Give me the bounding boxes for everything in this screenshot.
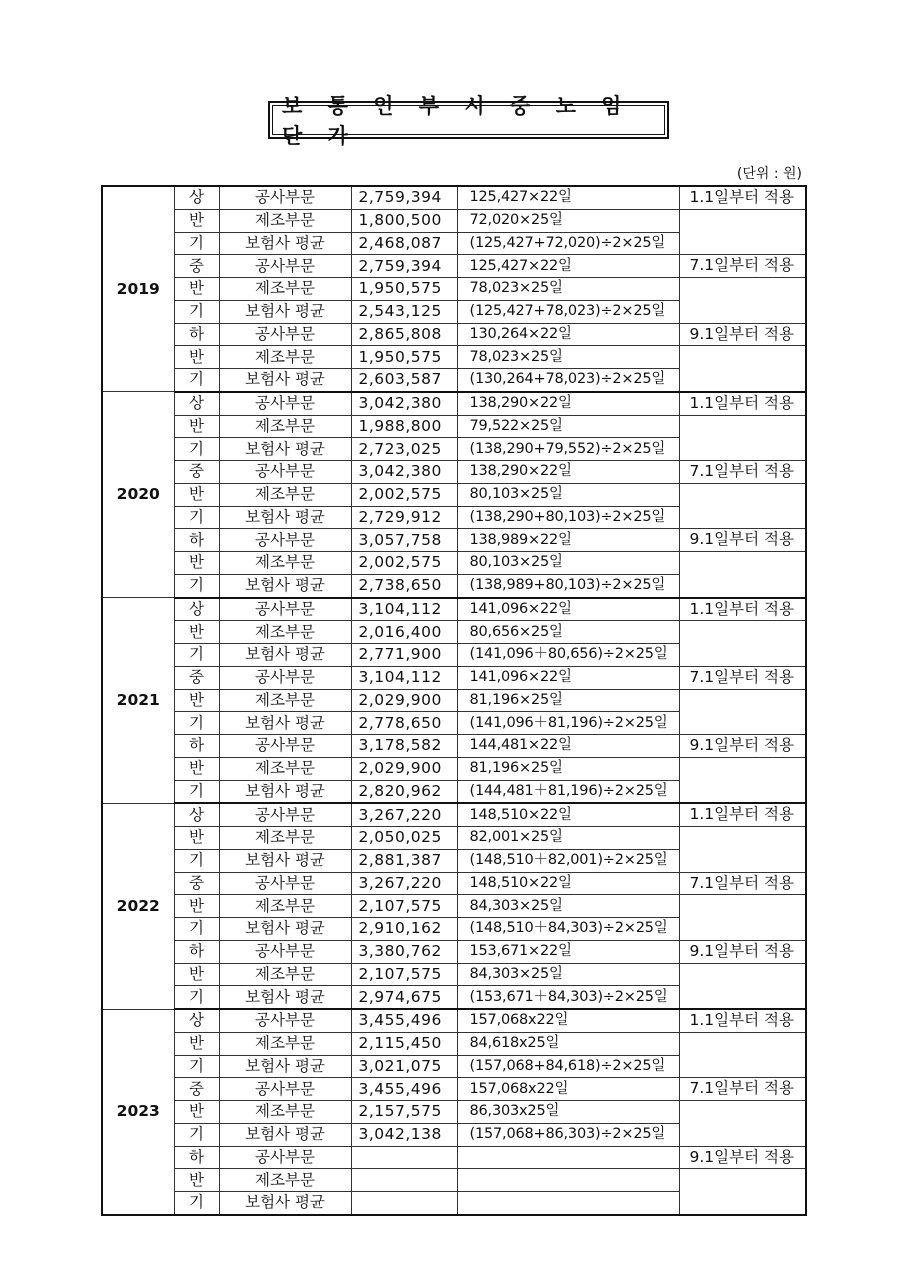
table-row [102, 757, 806, 780]
half-period-char: 기 [174, 712, 219, 735]
calculation-cell: (148,510＋82,001)÷2×25일 [457, 849, 679, 872]
note-cell-empty [679, 963, 806, 986]
table-row [102, 1146, 806, 1169]
half-period-char: 하 [174, 735, 219, 758]
category-cell: 제조부문 [219, 346, 351, 369]
amount-cell: 2,029,900 [351, 757, 457, 780]
half-period-char: 반 [174, 278, 219, 301]
note-cell-empty [679, 506, 806, 529]
calculation-cell: 80,103×25일 [457, 483, 679, 506]
half-period-char: 기 [174, 506, 219, 529]
calculation-cell: 138,989×22일 [457, 529, 679, 552]
amount-cell: 2,002,575 [351, 483, 457, 506]
category-cell: 보험사 평균 [219, 506, 351, 529]
category-cell: 공사부문 [219, 1146, 351, 1169]
calculation-cell [457, 1169, 679, 1192]
category-cell: 제조부문 [219, 895, 351, 918]
calculation-cell: 144,481×22일 [457, 735, 679, 758]
calculation-cell: 125,427×22일 [457, 186, 679, 209]
amount-cell: 1,950,575 [351, 346, 457, 369]
half-period-char: 반 [174, 1032, 219, 1055]
note-cell-empty [679, 278, 806, 301]
half-period-char: 중 [174, 872, 219, 895]
amount-cell: 2,050,025 [351, 827, 457, 850]
half-period-char: 기 [174, 1192, 219, 1215]
category-cell: 공사부문 [219, 803, 351, 826]
note-cell-empty [679, 209, 806, 232]
category-cell: 보험사 평균 [219, 300, 351, 323]
amount-cell [351, 1146, 457, 1169]
note-cell-empty [679, 300, 806, 323]
category-cell: 공사부문 [219, 1078, 351, 1101]
amount-cell: 2,723,025 [351, 438, 457, 461]
table-row [102, 278, 806, 301]
half-period-char: 기 [174, 1123, 219, 1146]
table-row [102, 574, 806, 597]
half-period-char: 기 [174, 780, 219, 803]
amount-cell: 2,738,650 [351, 574, 457, 597]
table-row [102, 621, 806, 644]
note-cell: 9.1일부터 적용 [679, 1146, 806, 1169]
note-cell-empty [679, 552, 806, 575]
amount-cell [351, 1192, 457, 1215]
category-cell: 보험사 평균 [219, 849, 351, 872]
half-period-char: 하 [174, 940, 219, 963]
table-row [102, 827, 806, 850]
table-row [102, 529, 806, 552]
table-row [102, 849, 806, 872]
category-cell: 공사부문 [219, 323, 351, 346]
amount-cell: 2,759,394 [351, 186, 457, 209]
calculation-cell: 86,303x25일 [457, 1101, 679, 1124]
amount-cell: 2,029,900 [351, 689, 457, 712]
note-cell: 1.1일부터 적용 [679, 598, 806, 621]
half-period-char: 중 [174, 461, 219, 484]
category-cell: 공사부문 [219, 392, 351, 415]
half-period-char: 하 [174, 323, 219, 346]
calculation-cell: (125,427+78,023)÷2×25일 [457, 300, 679, 323]
table-row [102, 1101, 806, 1124]
table-row [102, 872, 806, 895]
table-row [102, 598, 806, 621]
amount-cell: 2,603,587 [351, 369, 457, 392]
page-title-box [268, 94, 669, 148]
amount-cell: 2,771,900 [351, 644, 457, 667]
half-period-char: 기 [174, 369, 219, 392]
amount-cell: 3,104,112 [351, 666, 457, 689]
amount-cell: 2,820,962 [351, 780, 457, 803]
half-period-char: 상 [174, 803, 219, 826]
amount-cell: 3,042,380 [351, 392, 457, 415]
note-cell: 1.1일부터 적용 [679, 1009, 806, 1032]
half-period-char: 상 [174, 598, 219, 621]
note-cell-empty [679, 415, 806, 438]
note-cell-empty [679, 369, 806, 392]
calculation-cell: 84,303×25일 [457, 895, 679, 918]
table-row [102, 415, 806, 438]
calculation-cell: 72,020×25일 [457, 209, 679, 232]
table-row [102, 506, 806, 529]
table-row [102, 666, 806, 689]
note-cell: 1.1일부터 적용 [679, 803, 806, 826]
calculation-cell: 148,510×22일 [457, 872, 679, 895]
category-cell: 제조부문 [219, 827, 351, 850]
category-cell: 보험사 평균 [219, 369, 351, 392]
amount-cell: 2,468,087 [351, 232, 457, 255]
half-period-char: 상 [174, 1009, 219, 1032]
year-cell: 2022 [102, 803, 174, 1009]
amount-cell: 2,543,125 [351, 300, 457, 323]
note-cell-empty [679, 986, 806, 1009]
table-row [102, 1123, 806, 1146]
amount-cell: 3,267,220 [351, 803, 457, 826]
note-cell-empty [679, 346, 806, 369]
half-period-char: 하 [174, 529, 219, 552]
note-cell-empty [679, 780, 806, 803]
category-cell: 보험사 평균 [219, 918, 351, 941]
amount-cell: 2,157,575 [351, 1101, 457, 1124]
table-row [102, 255, 806, 278]
calculation-cell: 79,522×25일 [457, 415, 679, 438]
note-cell-empty [679, 918, 806, 941]
calculation-cell: 82,001×25일 [457, 827, 679, 850]
calculation-cell: 157,068x22일 [457, 1009, 679, 1032]
year-cell: 2020 [102, 392, 174, 598]
half-period-char: 하 [174, 1146, 219, 1169]
calculation-cell: 148,510×22일 [457, 803, 679, 826]
calculation-cell: (148,510＋84,303)÷2×25일 [457, 918, 679, 941]
calculation-cell: (153,671＋84,303)÷2×25일 [457, 986, 679, 1009]
note-cell-empty [679, 895, 806, 918]
half-period-char: 반 [174, 1169, 219, 1192]
half-period-char: 반 [174, 346, 219, 369]
calculation-cell [457, 1192, 679, 1215]
category-cell: 제조부문 [219, 1032, 351, 1055]
note-cell-empty [679, 757, 806, 780]
table-row [102, 986, 806, 1009]
category-cell: 보험사 평균 [219, 986, 351, 1009]
calculation-cell: 138,290×22일 [457, 461, 679, 484]
half-period-char: 기 [174, 986, 219, 1009]
table-row [102, 1009, 806, 1032]
amount-cell: 3,104,112 [351, 598, 457, 621]
category-cell: 제조부문 [219, 1169, 351, 1192]
note-cell: 7.1일부터 적용 [679, 872, 806, 895]
category-cell: 공사부문 [219, 598, 351, 621]
half-period-char: 기 [174, 438, 219, 461]
note-cell-empty [679, 1101, 806, 1124]
category-cell: 보험사 평균 [219, 1192, 351, 1215]
note-cell: 7.1일부터 적용 [679, 255, 806, 278]
category-cell: 제조부문 [219, 483, 351, 506]
category-cell: 보험사 평균 [219, 644, 351, 667]
note-cell-empty [679, 827, 806, 850]
category-cell: 보험사 평균 [219, 232, 351, 255]
amount-cell: 3,042,380 [351, 461, 457, 484]
note-cell: 1.1일부터 적용 [679, 392, 806, 415]
table-row [102, 209, 806, 232]
half-period-char: 중 [174, 666, 219, 689]
amount-cell: 2,016,400 [351, 621, 457, 644]
category-cell: 보험사 평균 [219, 1055, 351, 1078]
table-row [102, 461, 806, 484]
amount-cell: 2,107,575 [351, 895, 457, 918]
table-row [102, 369, 806, 392]
wage-table-body [102, 186, 806, 1215]
calculation-cell: 84,303×25일 [457, 963, 679, 986]
calculation-cell: 80,103×25일 [457, 552, 679, 575]
category-cell: 제조부문 [219, 757, 351, 780]
calculation-cell: (141,096＋80,656)÷2×25일 [457, 644, 679, 667]
amount-cell: 2,778,650 [351, 712, 457, 735]
note-cell-empty [679, 232, 806, 255]
calculation-cell: 141,096×22일 [457, 598, 679, 621]
half-period-char: 기 [174, 300, 219, 323]
category-cell: 보험사 평균 [219, 780, 351, 803]
amount-cell [351, 1169, 457, 1192]
half-period-char: 반 [174, 552, 219, 575]
amount-cell: 3,267,220 [351, 872, 457, 895]
category-cell: 공사부문 [219, 872, 351, 895]
calculation-cell: (125,427+72,020)÷2×25일 [457, 232, 679, 255]
category-cell: 공사부문 [219, 186, 351, 209]
amount-cell: 3,380,762 [351, 940, 457, 963]
calculation-cell: 153,671×22일 [457, 940, 679, 963]
calculation-cell: 125,427×22일 [457, 255, 679, 278]
calculation-cell: 81,196×25일 [457, 757, 679, 780]
note-cell: 9.1일부터 적용 [679, 735, 806, 758]
category-cell: 보험사 평균 [219, 1123, 351, 1146]
table-row [102, 803, 806, 826]
category-cell: 공사부문 [219, 735, 351, 758]
category-cell: 보험사 평균 [219, 574, 351, 597]
note-cell-empty [679, 621, 806, 644]
half-period-char: 기 [174, 918, 219, 941]
table-row [102, 1192, 806, 1215]
note-cell-empty [679, 1032, 806, 1055]
half-period-char: 반 [174, 209, 219, 232]
amount-cell: 3,178,582 [351, 735, 457, 758]
half-period-char: 기 [174, 232, 219, 255]
note-cell: 1.1일부터 적용 [679, 186, 806, 209]
table-row [102, 346, 806, 369]
category-cell: 보험사 평균 [219, 712, 351, 735]
calculation-cell: 80,656×25일 [457, 621, 679, 644]
table-row [102, 712, 806, 735]
calculation-cell: (138,989+80,103)÷2×25일 [457, 574, 679, 597]
table-row [102, 644, 806, 667]
calculation-cell: (157,068+84,618)÷2×25일 [457, 1055, 679, 1078]
table-row [102, 392, 806, 415]
note-cell-empty [679, 689, 806, 712]
amount-cell: 2,002,575 [351, 552, 457, 575]
table-row [102, 483, 806, 506]
amount-cell: 2,865,808 [351, 323, 457, 346]
calculation-cell: 130,264×22일 [457, 323, 679, 346]
table-row [102, 552, 806, 575]
half-period-char: 상 [174, 186, 219, 209]
half-period-char: 반 [174, 415, 219, 438]
amount-cell: 3,455,496 [351, 1009, 457, 1032]
half-period-char: 반 [174, 689, 219, 712]
amount-cell: 3,057,758 [351, 529, 457, 552]
half-period-char: 반 [174, 483, 219, 506]
calculation-cell: (130,264+78,023)÷2×25일 [457, 369, 679, 392]
calculation-cell [457, 1146, 679, 1169]
table-row [102, 918, 806, 941]
half-period-char: 반 [174, 963, 219, 986]
note-cell-empty [679, 1123, 806, 1146]
half-period-char: 기 [174, 644, 219, 667]
table-row [102, 186, 806, 209]
note-cell: 7.1일부터 적용 [679, 666, 806, 689]
half-period-char: 상 [174, 392, 219, 415]
amount-cell: 2,974,675 [351, 986, 457, 1009]
amount-cell: 1,988,800 [351, 415, 457, 438]
table-row [102, 689, 806, 712]
calculation-cell: (144,481＋81,196)÷2×25일 [457, 780, 679, 803]
calculation-cell: 81,196×25일 [457, 689, 679, 712]
unit-label: (단위 : 원) [736, 166, 802, 182]
calculation-cell: (138,290+79,552)÷2×25일 [457, 438, 679, 461]
table-row [102, 300, 806, 323]
calculation-cell: 141,096×22일 [457, 666, 679, 689]
amount-cell: 2,881,387 [351, 849, 457, 872]
half-period-char: 반 [174, 1101, 219, 1124]
note-cell-empty [679, 712, 806, 735]
amount-cell: 1,800,500 [351, 209, 457, 232]
category-cell: 제조부문 [219, 209, 351, 232]
category-cell: 공사부문 [219, 1009, 351, 1032]
note-cell: 9.1일부터 적용 [679, 529, 806, 552]
note-cell-empty [679, 483, 806, 506]
amount-cell: 3,042,138 [351, 1123, 457, 1146]
note-cell-empty [679, 1192, 806, 1215]
note-cell: 9.1일부터 적용 [679, 940, 806, 963]
calculation-cell: 157,068x22일 [457, 1078, 679, 1101]
note-cell-empty [679, 1055, 806, 1078]
note-cell-empty [679, 1169, 806, 1192]
table-row [102, 735, 806, 758]
table-row [102, 323, 806, 346]
table-row [102, 438, 806, 461]
wage-table [101, 185, 807, 1216]
table-row [102, 940, 806, 963]
note-cell-empty [679, 849, 806, 872]
note-cell-empty [679, 438, 806, 461]
year-cell: 2023 [102, 1009, 174, 1215]
half-period-char: 반 [174, 621, 219, 644]
category-cell: 공사부문 [219, 529, 351, 552]
calculation-cell: (157,068+86,303)÷2×25일 [457, 1123, 679, 1146]
calculation-cell: 78,023×25일 [457, 346, 679, 369]
category-cell: 제조부문 [219, 278, 351, 301]
amount-cell: 2,115,450 [351, 1032, 457, 1055]
table-row [102, 1078, 806, 1101]
category-cell: 제조부문 [219, 689, 351, 712]
table-row [102, 232, 806, 255]
amount-cell: 2,759,394 [351, 255, 457, 278]
half-period-char: 반 [174, 757, 219, 780]
note-cell: 9.1일부터 적용 [679, 323, 806, 346]
half-period-char: 중 [174, 255, 219, 278]
calculation-cell: 138,290×22일 [457, 392, 679, 415]
category-cell: 공사부문 [219, 461, 351, 484]
category-cell: 제조부문 [219, 415, 351, 438]
note-cell-empty [679, 574, 806, 597]
category-cell: 제조부문 [219, 552, 351, 575]
amount-cell: 2,729,912 [351, 506, 457, 529]
calculation-cell: 78,023×25일 [457, 278, 679, 301]
note-cell: 7.1일부터 적용 [679, 461, 806, 484]
half-period-char: 기 [174, 849, 219, 872]
year-cell: 2019 [102, 186, 174, 392]
half-period-char: 기 [174, 574, 219, 597]
category-cell: 공사부문 [219, 666, 351, 689]
amount-cell: 2,107,575 [351, 963, 457, 986]
calculation-cell: (138,290+80,103)÷2×25일 [457, 506, 679, 529]
table-row [102, 1169, 806, 1192]
category-cell: 공사부문 [219, 940, 351, 963]
category-cell: 보험사 평균 [219, 438, 351, 461]
calculation-cell: 84,618x25일 [457, 1032, 679, 1055]
half-period-char: 기 [174, 1055, 219, 1078]
half-period-char: 중 [174, 1078, 219, 1101]
table-row [102, 1055, 806, 1078]
table-row [102, 780, 806, 803]
category-cell: 제조부문 [219, 1101, 351, 1124]
half-period-char: 반 [174, 827, 219, 850]
category-cell: 제조부문 [219, 621, 351, 644]
calculation-cell: (141,096＋81,196)÷2×25일 [457, 712, 679, 735]
note-cell-empty [679, 644, 806, 667]
note-cell: 7.1일부터 적용 [679, 1078, 806, 1101]
amount-cell: 3,455,496 [351, 1078, 457, 1101]
amount-cell: 2,910,162 [351, 918, 457, 941]
category-cell: 제조부문 [219, 963, 351, 986]
table-row [102, 895, 806, 918]
table-row [102, 1032, 806, 1055]
amount-cell: 1,950,575 [351, 278, 457, 301]
year-cell: 2021 [102, 598, 174, 804]
category-cell: 공사부문 [219, 255, 351, 278]
amount-cell: 3,021,075 [351, 1055, 457, 1078]
page-title: 보 통 인 부 시 중 노 임 단 가 [272, 105, 665, 135]
half-period-char: 반 [174, 895, 219, 918]
table-row [102, 963, 806, 986]
